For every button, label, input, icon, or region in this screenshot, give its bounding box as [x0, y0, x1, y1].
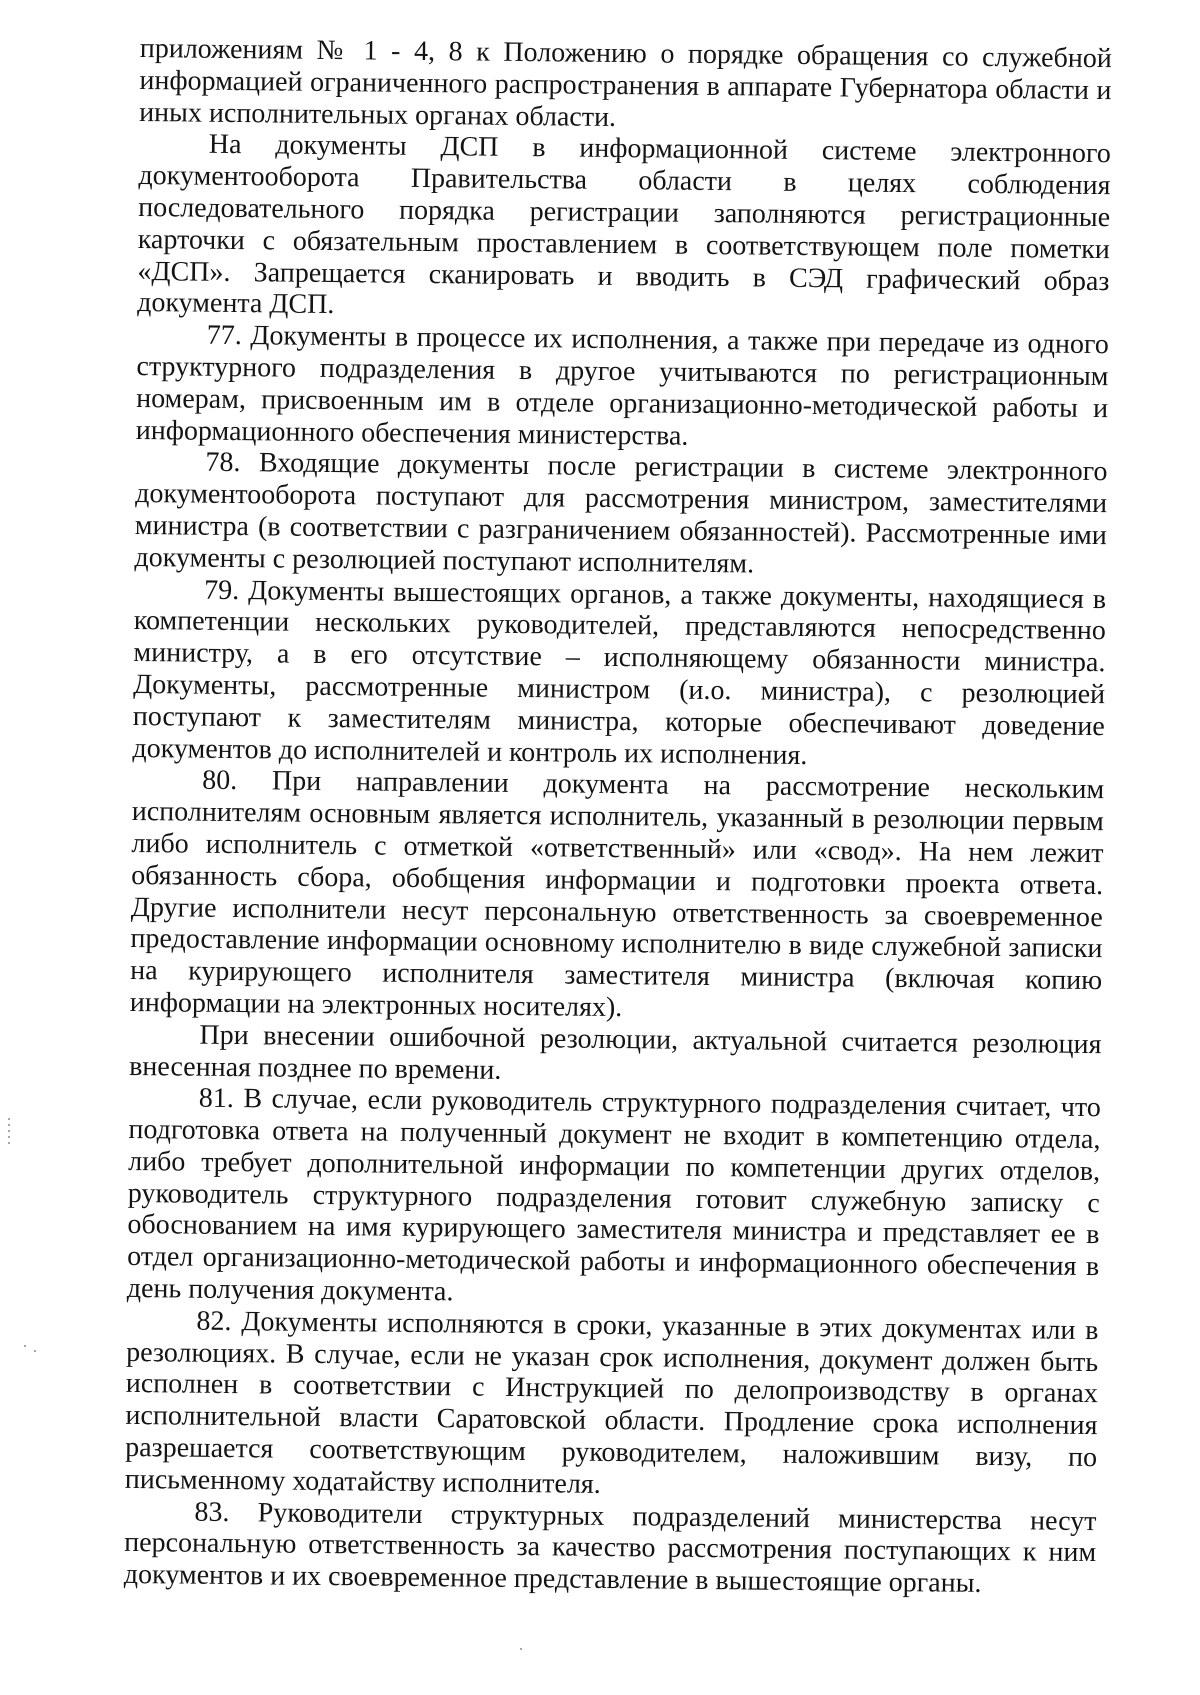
paragraph-continuation: приложениям № 1 - 4, 8 к Положению о порядке обращения со служебной информацией ограниченного распространения в аппарате Губернатора области и иных исполнительных органах области. [139, 33, 1112, 133]
scan-speck [8, 1136, 10, 1138]
paragraph-80: 80. При направлении документа на рассмотрение нескольким исполнителям основным является исполнитель, указанный в резолюции первым либо исполнитель с отметкой «ответственный» или «свод». На нем лежит обязанность сбора, обобщения информации и подготовки проекта ответа. Другие исполнители несут персональную ответственность за своевременное предоставление информации основному исполнителю в виде служебной записки на курирующего исполнителя заместителя министра (включая копию информации на электронных носителях). [129, 765, 1105, 1024]
paragraph-81: 81. В случае, если руководитель структурного подразделения считает, что подготовка ответа на полученный документ не входит в компетенцию отдела, либо требует дополнительной информации по компетенции других отделов, руководитель структурного подразделения готовит служебную записку с обоснованием на имя курирующего заместителя министра и представляет ее в отдел организационно-методической работы и информационного обеспечения в день получения документа. [126, 1082, 1101, 1308]
scan-speck [24, 1345, 26, 1347]
scan-speck [8, 1118, 10, 1120]
paragraph-79: 79. Документы вышестоящих органов, а также документы, находящиеся в компетенции нескольких руководителей, представляются непосредственно министру, а в его отсутствие – исполняющему обязанности министра. Документы, рассмотренные министром (и.о. министра), с резолюцией поступают к заместителям министра, которые обеспечивают доведение документов до исполнителей и контроль их исполнения. [132, 574, 1107, 771]
paragraph-83: 83. Руководители структурных подразделений министерства несут персональную ответственность за качество рассмотрения поступающих к ним документов и их своевременное представление в вышестоящие органы. [123, 1496, 1097, 1600]
paragraph-78: 78. Входящие документы после регистрации в системе электронного документооборота поступают для рассмотрения министром, заместителями министра (в соответствии с разграничением обязанностей). Рассмотренные ими документы с резолюцией поступают исполнителям. [134, 447, 1108, 580]
document-body [124, 33, 1112, 1601]
scan-speck [8, 1124, 10, 1126]
paragraph-82: 82. Документы исполняются в сроки, указанные в этих документах или в резолюциях. В случае, если не указан срок исполнения, документ должен быть исполнен в соответствии с Инструкцией по делопроизводству в органах исполнительной власти Саратовской области. Продление срока исполнения разрешается соответствующим руководителем, наложившим визу, по письменному ходатайству исполнителя. [124, 1305, 1099, 1500]
paragraph-77: 77. Документы в процессе их исполнения, а также при передаче из одного структурного подразделения в другое учитываются по регистрационным номерам, присвоенным им в отделе организационно-методической работы и информационного обеспечения министерства. [135, 319, 1109, 452]
scan-speck [34, 1350, 36, 1352]
scan-speck [8, 1130, 10, 1132]
scan-speck [8, 1142, 10, 1144]
scan-speck [520, 1648, 522, 1650]
paragraph-80-erroneous-resolution: При внесении ошибочной резолюции, актуальной считается резолюция внесенная позднее по времени. [129, 1019, 1102, 1086]
paragraph-dsp: На документы ДСП в информационной системе электронного документооборота Правительства области в целях соблюдения последовательного порядка регистрации заполняются регистрационные карточки с обязательным проставлением в соответствующем поле пометки «ДСП». Запрещается сканировать и вводить в СЭД графический образ документа ДСП. [137, 129, 1111, 321]
